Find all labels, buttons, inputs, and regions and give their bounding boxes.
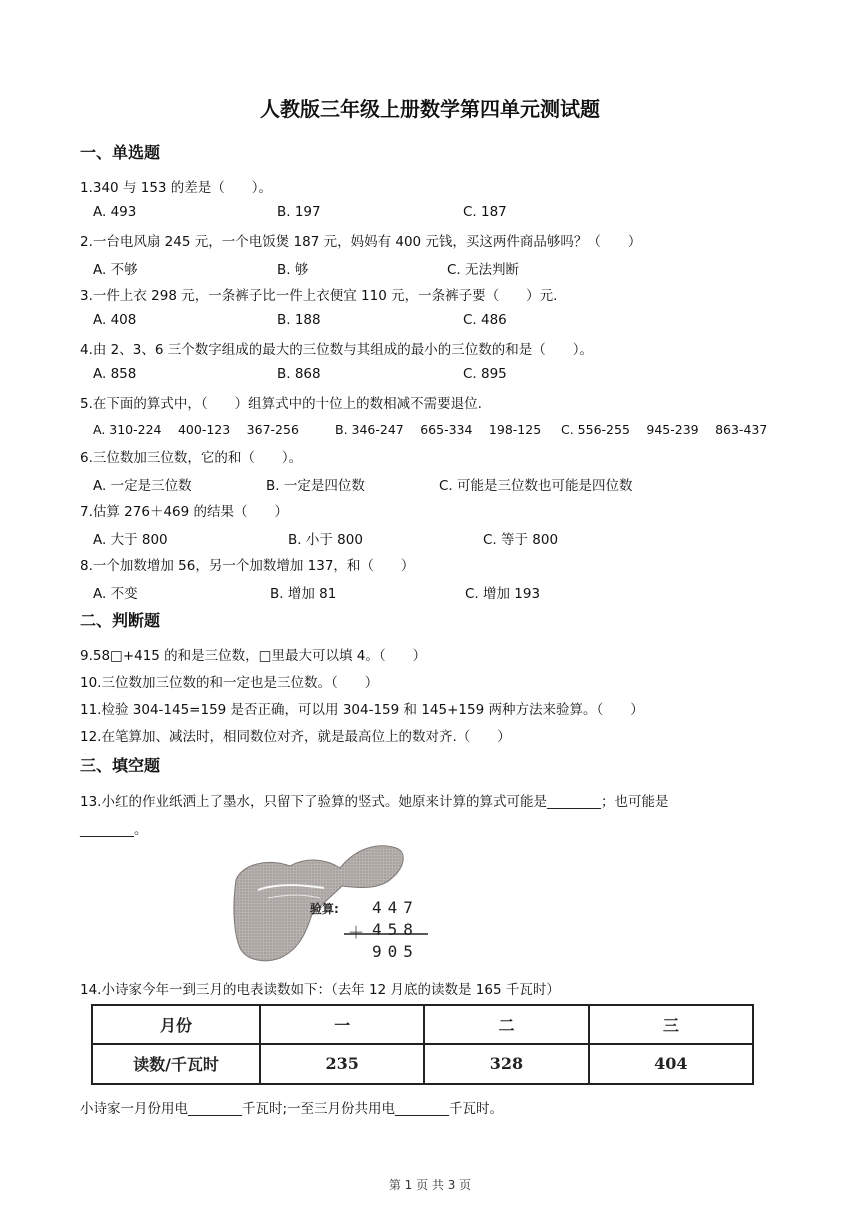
table-row-label: 读数/千瓦时	[93, 1045, 261, 1084]
option-a: A. 大于 800	[93, 532, 168, 548]
question-3: 3.一件上衣 298 元，一条裤子比一件上衣便宜 110 元，一条裤子要（ ）元.	[80, 288, 558, 304]
option-a: A. 858	[93, 366, 137, 382]
table-cell: 235	[261, 1045, 425, 1084]
option-c: C. 可能是三位数也可能是四位数	[439, 478, 633, 494]
option-b: B. 够	[277, 262, 309, 278]
table-cell: 404	[654, 1054, 688, 1074]
option-b: B. 小于 800	[288, 532, 363, 548]
question-7: 7.估算 276＋469 的结果（ ）	[80, 504, 288, 520]
option-b: B. 868	[277, 366, 321, 382]
option-b: B. 一定是四位数	[266, 478, 365, 494]
option-a: A. 不变	[93, 586, 138, 602]
option-a: A. 310-224 400-123 367-256	[93, 422, 299, 437]
table-header-cell: 二	[425, 1006, 589, 1043]
calc-label: 验算:	[310, 902, 339, 916]
table-header-row	[93, 1006, 752, 1045]
table-header-cell: 一	[261, 1006, 425, 1043]
calc-result: 905	[372, 942, 419, 961]
table-cell: 328	[425, 1045, 589, 1084]
option-c: C. 556-255 945-239 863-437	[561, 422, 768, 437]
option-b: B. 188	[277, 312, 321, 328]
question-1: 1.340 与 153 的差是（ ）。	[80, 180, 273, 196]
question-13: 13.小红的作业纸洒上了墨水，只留下了验算的竖式。她原来计算的算式可能是________；也可能是	[80, 794, 669, 810]
question-11: 11.检验 304-145=159 是否正确，可以用 304-159 和 145+159 两种方法来验算。（ ）	[80, 702, 644, 718]
option-c: C. 187	[463, 204, 507, 220]
page-footer: 第 1 页 共 3 页	[388, 1178, 472, 1192]
plus-sign: ＋	[348, 923, 365, 942]
calc-row-2: 458	[372, 920, 419, 939]
table-header-cell: 三	[662, 1015, 679, 1035]
question-10: 10.三位数加三位数的和一定也是三位数。（ ）	[80, 675, 379, 691]
section-heading-single-choice: 一、单选题	[80, 143, 161, 162]
option-a: A. 不够	[93, 262, 138, 278]
option-c: C. 486	[463, 312, 507, 328]
section-heading-true-false: 二、判断题	[80, 611, 161, 630]
table-row	[93, 1045, 752, 1084]
question-13-continued: ________。	[80, 822, 148, 838]
question-12: 12.在笔算加、减法时，相同数位对齐，就是最高位上的数对齐.（ ）	[80, 729, 511, 745]
option-c: C. 等于 800	[483, 532, 559, 548]
question-5: 5.在下面的算式中，（ ）组算式中的十位上的数相减不需要退位.	[80, 396, 482, 412]
option-a: A. 493	[93, 204, 137, 220]
option-b: B. 197	[277, 204, 321, 220]
option-c: C. 无法判断	[447, 262, 520, 278]
option-b: B. 增加 81	[270, 586, 337, 602]
option-a: A. 一定是三位数	[93, 478, 192, 494]
table-header-cell: 月份	[93, 1006, 261, 1043]
section-heading-fill-blank: 三、填空题	[80, 756, 161, 775]
question-14: 14.小诗家今年一到三月的电表读数如下：（去年 12 月底的读数是 165 千瓦时）	[80, 982, 560, 998]
question-8: 8.一个加数增加 56，另一个加数增加 137，和（ ）	[80, 558, 415, 574]
question-14-answer: 小诗家一月份用电________千瓦时;一至三月份共用电________千瓦时。	[80, 1101, 504, 1117]
option-c: C. 895	[463, 366, 507, 382]
option-c: C. 增加 193	[465, 586, 541, 602]
option-a: A. 408	[93, 312, 137, 328]
ink-stain-figure	[228, 838, 438, 966]
question-6: 6.三位数加三位数，它的和（ ）。	[80, 450, 303, 466]
question-2: 2.一台电风扇 245 元，一个电饭煲 187 元，妈妈有 400 元钱，买这两件商品够吗？（ ）	[80, 234, 642, 250]
question-4: 4.由 2、3、6 三个数字组成的最大的三位数与其组成的最小的三位数的和是（ ）。	[80, 342, 593, 358]
meter-reading-table	[91, 1004, 754, 1085]
page-title: 人教版三年级上册数学第四单元测试题	[260, 97, 600, 121]
option-b: B. 346-247 665-334 198-125	[335, 422, 542, 437]
question-9: 9.58□+415 的和是三位数，□里最大可以填 4。（ ）	[80, 648, 427, 664]
calc-row-1: 447	[372, 898, 419, 917]
